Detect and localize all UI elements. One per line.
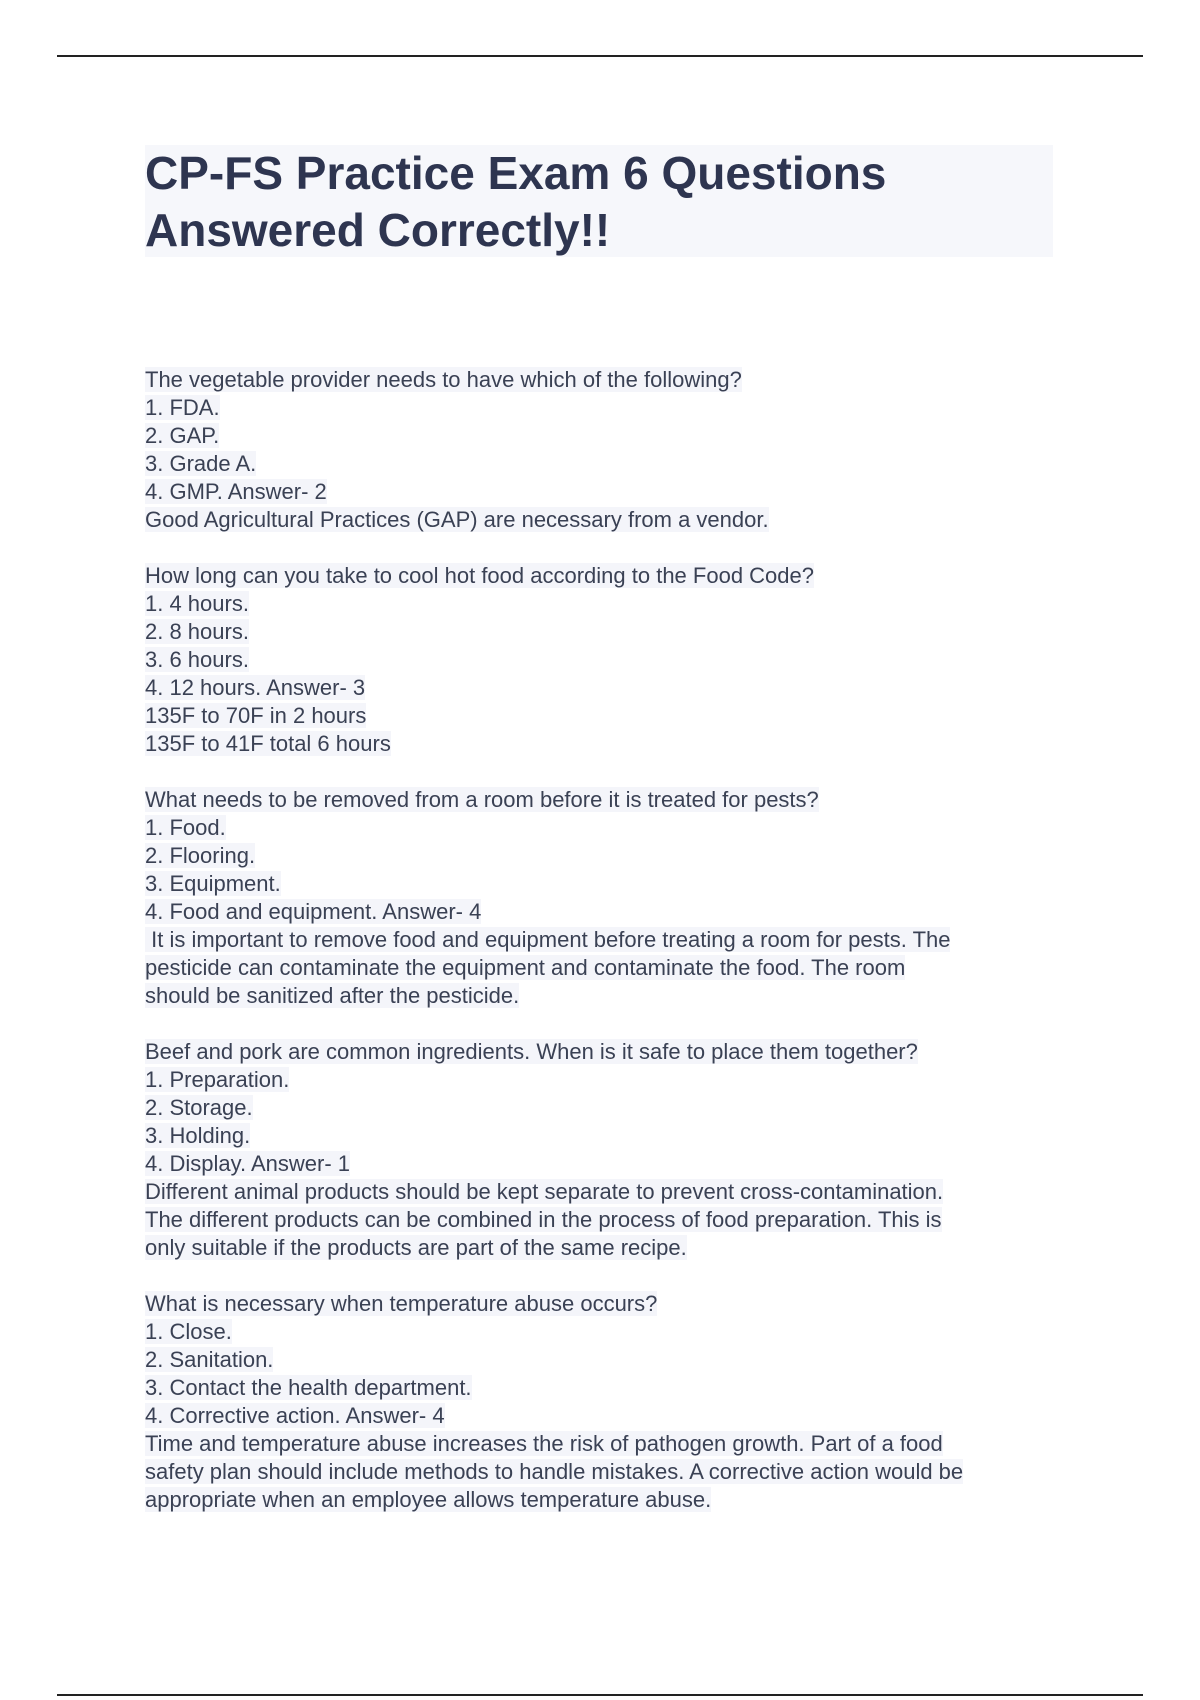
question-item — [145, 1290, 1065, 1514]
answer-option-with-answer: 4. 12 hours. Answer- 3 — [145, 675, 366, 700]
explanation-text: 135F to 41F total 6 hours — [145, 731, 391, 756]
question-text: What needs to be removed from a room before it is treated for pests? — [145, 787, 819, 812]
question-item — [145, 366, 1065, 534]
answer-option: 2. Storage. — [145, 1095, 253, 1120]
question-item — [145, 562, 1065, 758]
answer-option: 1. FDA. — [145, 395, 220, 420]
explanation-text: It is important to remove food and equipment before treating a room for pests. The — [145, 927, 951, 952]
answer-option: 2. 8 hours. — [145, 619, 249, 644]
explanation-text: appropriate when an employee allows temperature abuse. — [145, 1487, 712, 1512]
answer-option: 3. Contact the health department. — [145, 1375, 472, 1400]
question-item — [145, 1038, 1065, 1262]
question-list — [145, 366, 1065, 1542]
document-title — [145, 145, 1053, 259]
question-text: The vegetable provider needs to have which of the following? — [145, 367, 742, 392]
answer-option: 3. Grade A. — [145, 451, 257, 476]
explanation-text: Different animal products should be kept separate to prevent cross-contamination. — [145, 1179, 944, 1204]
question-text: Beef and pork are common ingredients. When is it safe to place them together? — [145, 1039, 918, 1064]
explanation-text: 135F to 70F in 2 hours — [145, 703, 367, 728]
explanation-text: The different products can be combined in the process of food preparation. This is — [145, 1207, 942, 1232]
question-text: What is necessary when temperature abuse occurs? — [145, 1291, 658, 1316]
answer-option: 3. 6 hours. — [145, 647, 249, 672]
answer-option-with-answer: 4. GMP. Answer- 2 — [145, 479, 327, 504]
explanation-text: should be sanitized after the pesticide. — [145, 983, 520, 1008]
answer-option: 1. Preparation. — [145, 1067, 290, 1092]
answer-option: 3. Holding. — [145, 1123, 251, 1148]
answer-option-with-answer: 4. Display. Answer- 1 — [145, 1151, 351, 1176]
question-item — [145, 786, 1065, 1010]
answer-option: 2. Sanitation. — [145, 1347, 274, 1372]
answer-option: 2. GAP. — [145, 423, 220, 448]
title-line-1: CP-FS Practice Exam 6 Questions — [145, 147, 887, 199]
explanation-text: Time and temperature abuse increases the risk of pathogen growth. Part of a food — [145, 1431, 943, 1456]
explanation-text: pesticide can contaminate the equipment and contaminate the food. The room — [145, 955, 906, 980]
header-rule — [57, 55, 1143, 57]
explanation-text: only suitable if the products are part of the same recipe. — [145, 1235, 687, 1260]
answer-option-with-answer: 4. Corrective action. Answer- 4 — [145, 1403, 445, 1428]
explanation-text: safety plan should include methods to handle mistakes. A corrective action would be — [145, 1459, 964, 1484]
answer-option: 2. Flooring. — [145, 843, 256, 868]
title-line-2: Answered Correctly!! — [145, 204, 611, 256]
answer-option: 1. 4 hours. — [145, 591, 249, 616]
title-block — [145, 145, 1053, 257]
answer-option: 3. Equipment. — [145, 871, 281, 896]
answer-option: 1. Food. — [145, 815, 226, 840]
footer-rule — [57, 1694, 1143, 1696]
answer-option-with-answer: 4. Food and equipment. Answer- 4 — [145, 899, 482, 924]
question-text: How long can you take to cool hot food according to the Food Code? — [145, 563, 814, 588]
answer-option: 1. Close. — [145, 1319, 232, 1344]
explanation-text: Good Agricultural Practices (GAP) are necessary from a vendor. — [145, 507, 769, 532]
